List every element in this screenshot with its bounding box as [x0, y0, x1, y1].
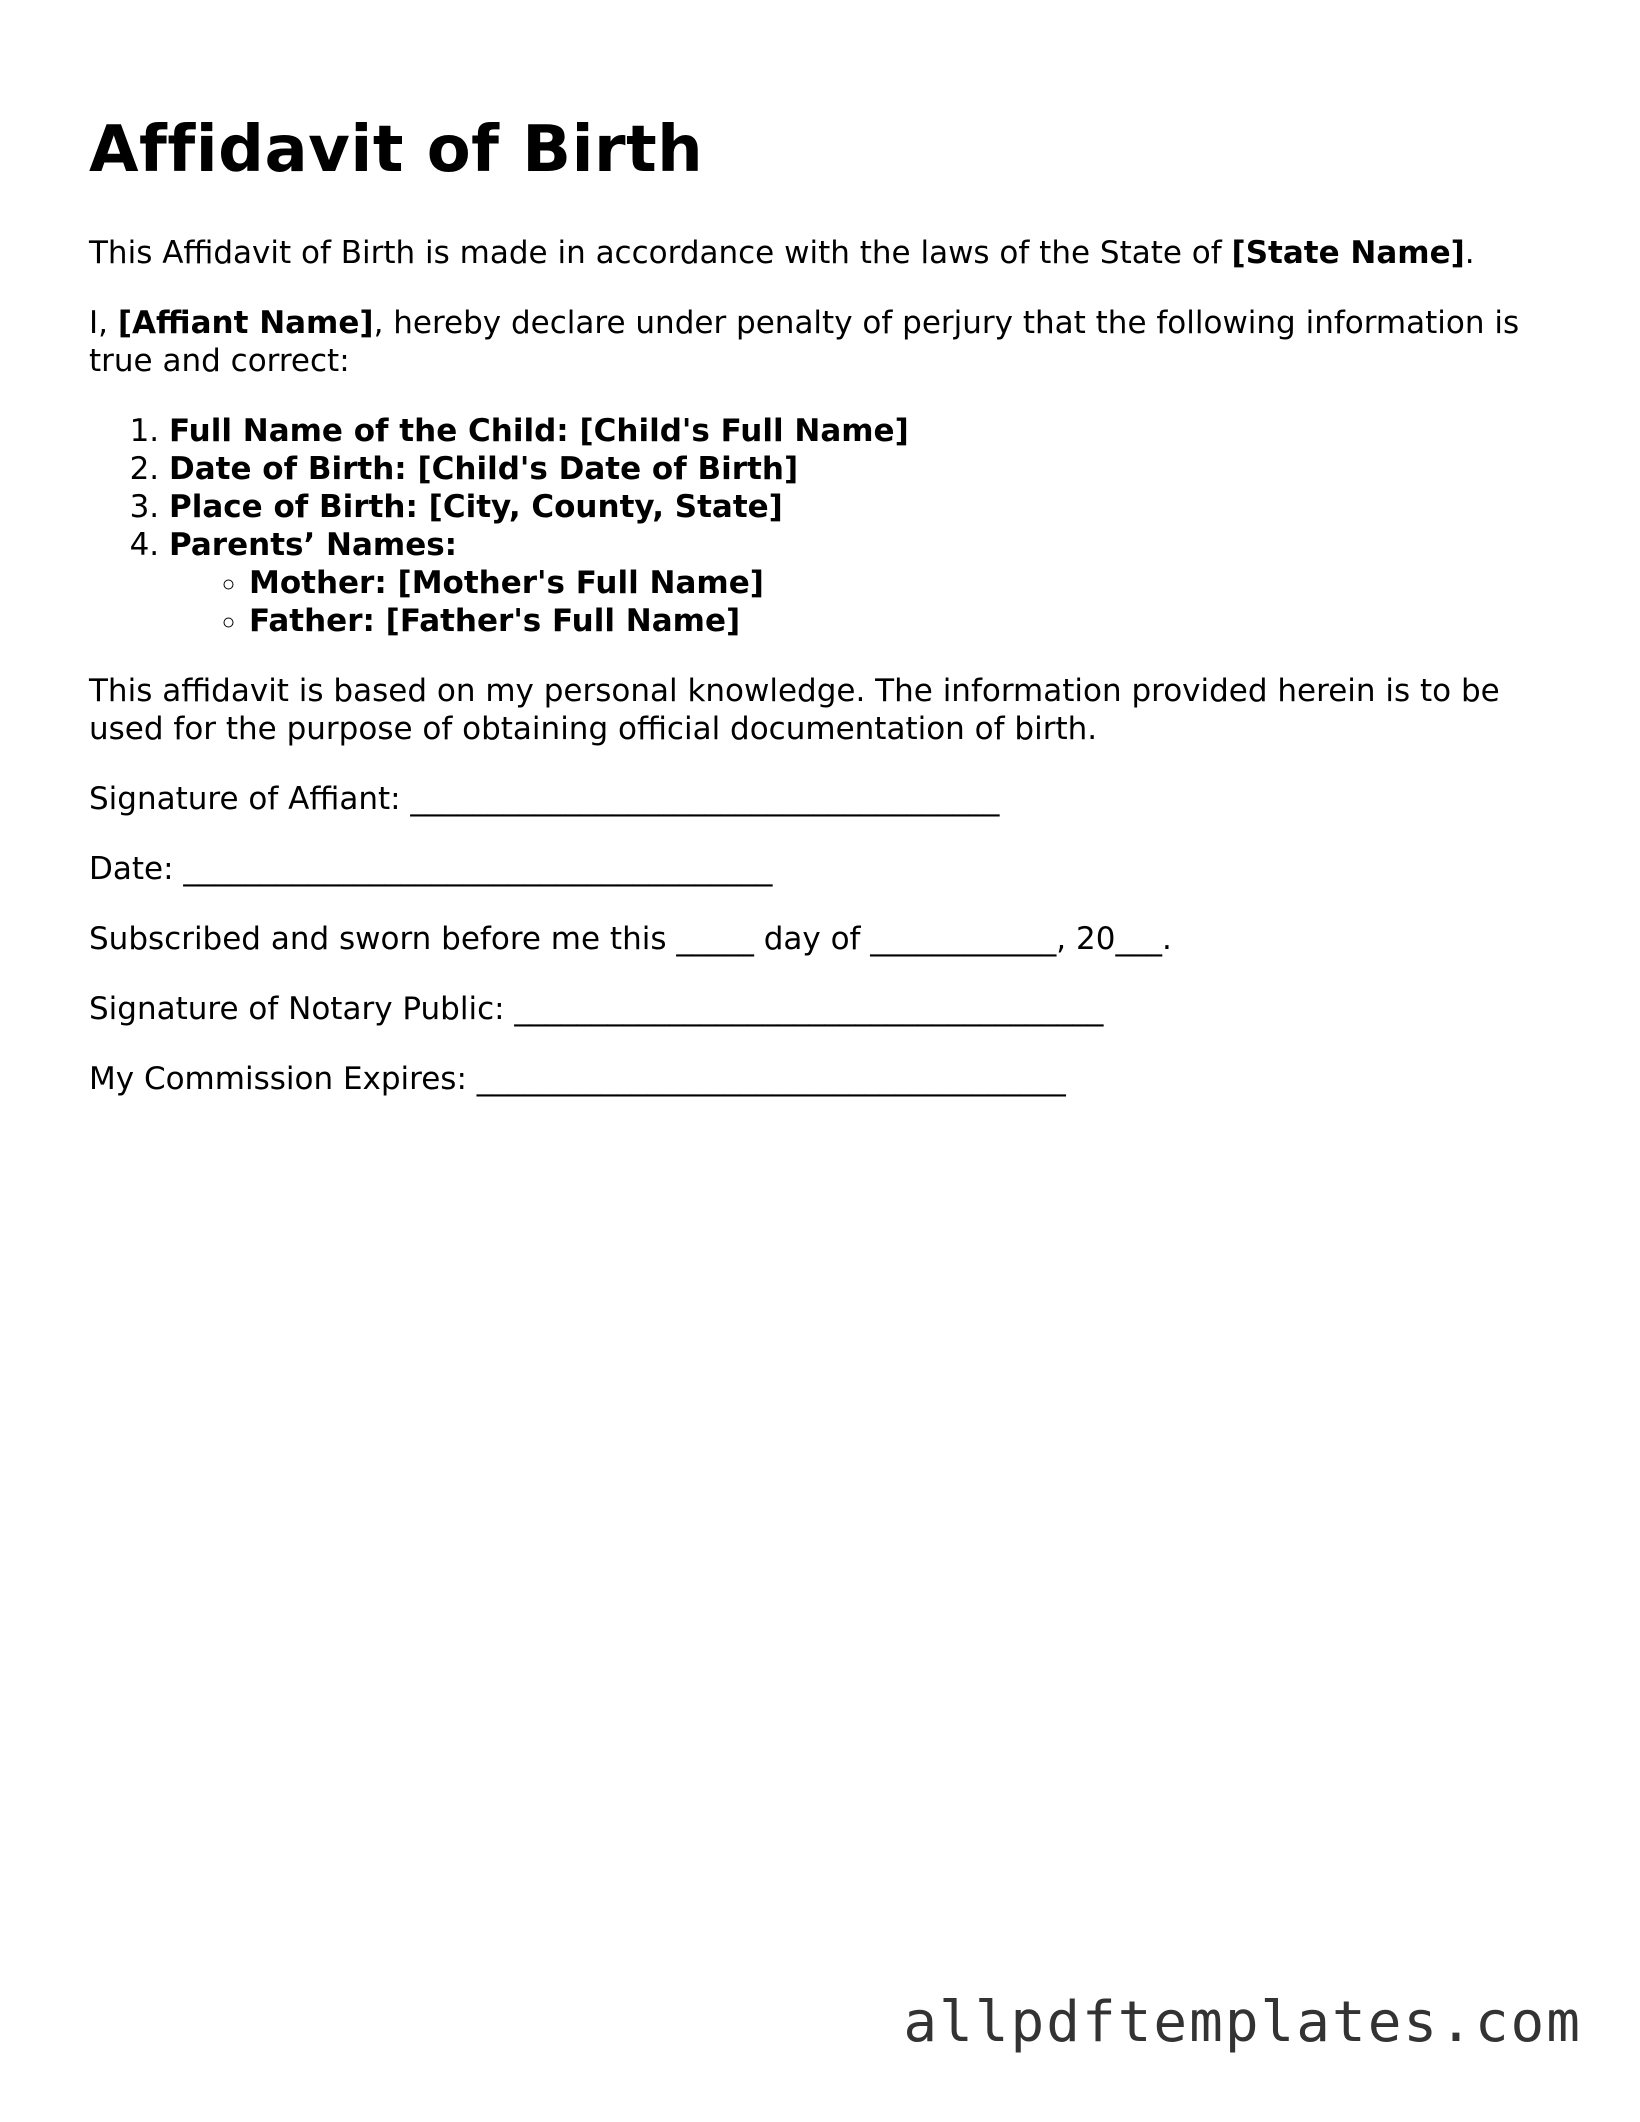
list-item-mother: ◦ Mother: [Mother's Full Name] — [249, 564, 1549, 602]
list-item-father: ◦ Father: [Father's Full Name] — [249, 602, 1549, 640]
affiant-signature-line: Signature of Affiant: ______________________________________ — [89, 781, 1000, 817]
declaration-text-after: , hereby declare under penalty of perjury that the following information is true and correct: — [89, 305, 1520, 379]
list-item-parents — [169, 526, 1549, 640]
commission-expires-line: My Commission Expires: ______________________________________ — [89, 1061, 1066, 1097]
list-item-child-name: 1. Full Name of the Child: [Child's Full Name] — [169, 412, 1549, 450]
list-item-place-of-birth: 3. Place of Birth: [City, County, State] — [169, 488, 1549, 526]
sworn-line: Subscribed and sworn before me this _____ day of ____________, 20___. — [89, 921, 1172, 957]
declaration-text-before: I, — [89, 305, 118, 341]
page-title: Affidavit of Birth — [89, 113, 704, 187]
notary-signature-line: Signature of Notary Public: ______________________________________ — [89, 991, 1104, 1027]
state-name-placeholder: [State Name] — [1231, 235, 1465, 271]
intro-text-before: This Affidavit of Birth is made in accordance with the laws of the State of — [89, 235, 1232, 271]
intro-text-after: . — [1464, 235, 1475, 271]
list-item-date-of-birth: 2. Date of Birth: [Child's Date of Birth] — [169, 450, 1549, 488]
intro-paragraph — [89, 234, 1549, 272]
facts-list — [89, 412, 1549, 640]
document-page — [89, 110, 1549, 1098]
basis-paragraph: This affidavit is based on my personal knowledge. The information provided herein is to be used for the purpose of obtaining official documentation of birth. — [89, 673, 1500, 747]
declaration-paragraph — [89, 304, 1549, 380]
parents-label: Parents’ Names: — [169, 527, 458, 563]
affiant-name-placeholder: [Affiant Name] — [117, 305, 374, 341]
date-line: Date: ______________________________________ — [89, 851, 773, 887]
watermark-text: allpdftemplates.com — [903, 1990, 1582, 2055]
parents-list — [169, 564, 1549, 640]
